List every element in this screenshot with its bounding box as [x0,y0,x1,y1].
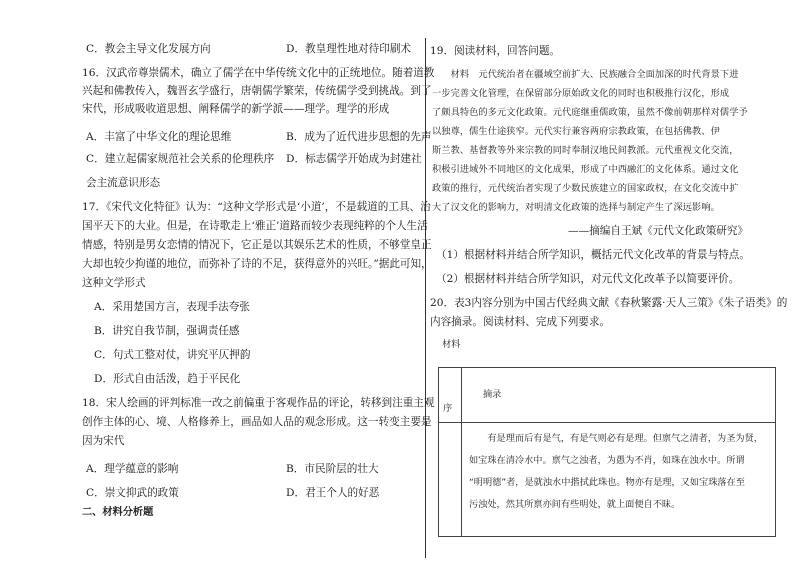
q18-option-b: B．市民阶层的壮大 [286,463,379,475]
q18-stem-line: 因为宋代 [82,435,125,447]
q16-option-d: D．标志儒学开始成为封建社 [286,153,422,165]
q19-material-line: 了颇具特色的多元文化政策。元代庭继重儒政策，虽然不像前朝那样对儒学予 [432,107,748,118]
table-row-rule [439,422,775,423]
q19-material-line: 斯兰教、基督教等外来宗教的同时奉制汉地民间教派。元代重视文化交流， [432,145,739,156]
q16-stem-line: 兴起和佛教传入，魏晋玄学盛行，唐朝儒学繁荣，传统儒学受到挑战。到了 [82,85,432,97]
q17-stem-line: 这种文学形式 [82,277,146,289]
table-row-line: 有是理而后有是气，有是气则必有是理。但禀气之清者，为圣为贤， [469,433,763,444]
q18-stem-line: 创作主体的心、境、人格修养上，画品如人品的观念形成。这一转变主要是 [82,416,432,428]
q15-option-c: C．教会主导文化发展方向 [86,43,211,55]
section-heading: 二、材料分析题 [82,507,154,518]
q19-material-line: 大了汉文化的影响力，对明清文化政策的选择与制定产生了深远影响。 [432,202,720,213]
q19-material-line: 积极引进域外不同地区的文化成果，形成了中西融汇的文化体系。通过文化 [432,164,739,175]
q18-option-c: C．崇文抑武的政策 [86,487,179,499]
q16-stem-line: 16．汉武帝尊崇儒术，确立了儒学在中华传统文化中的正统地位。随着道教 [82,67,435,79]
q19-title: 19．阅读材料，回答问题。 [430,45,561,57]
q17-stem-line: 国平天下的大业。但是，在诗歌走上‘雅正’道路而较少表现纯粹的个人生活 [82,220,428,232]
q17-option-c: C．句式工整对仗，讲究平仄押韵 [94,349,251,361]
material-label: 材料 [442,339,461,350]
q16-option-c: C．建立起儒家规范社会关系的伦理秩序 [86,153,275,165]
table-header-index: 序 [443,403,453,414]
q15-option-d: D．教皇理性地对待印刷术 [286,43,412,55]
table-row-line: 污浊处，然其所禀亦间有些明处，就上面便自不昧。 [469,499,681,510]
q16-option-b: B．成为了近代进步思想的先声 [286,131,432,143]
q17-option-b: B．讲究自我节制，强调责任感 [94,325,240,337]
table-row-line: “明明德”者，是就浊水中揩拭此珠也。物亦有是理，又如宝珠落在至 [469,477,745,488]
q16-stem-line: 宋代，形成吸收道思想、阐释儒学的新学派——理学。理学的形成 [82,103,390,115]
q19-material-line: 材料 元代统治者在疆域空前扩大、民族融合全面加深的时代背景下进 [432,69,739,80]
q19-source: ——摘编自王斌《元代文化政策研究》 [568,225,749,237]
q18-option-d: D．君王个人的好恶 [286,487,380,499]
q16-option-a: A．丰富了中华文化的理论思维 [86,131,232,143]
q19-material-line: 以独尊，儒生仕途狭窄。元代实行兼容两府宗教政策，在包括佛教、伊 [432,126,720,137]
q19-material-line: 一步完善文化管理，在保留部分原始政文化的同时也积极推行汉化，形成 [432,88,730,99]
table-row-line: 如宝珠在清冷水中。禀气之浊者，为愚为不肖，如珠在浊水中。所谓 [469,455,745,466]
column-divider [425,38,426,558]
q19-sub-question-1: （1）根据材料并结合所学知识，概括元代文化改革的背景与特点。 [436,249,750,261]
q17-stem-line: 情感，特别是男女恋情的情况下，它正是以其娱乐艺术的性质，不够堂皇正 [82,239,432,251]
q17-stem-line: 17．《宋代文化特征》认为：“这种文学形式是‘小道’，不是载道的工具、治 [82,201,431,213]
table-column-rule [461,368,462,536]
q20-stem-line: 20．表3内容分别为中国古代经典文献《春秋繁露·天人三策》《朱子语类》的 [430,297,788,309]
q18-stem-line: 18．宋人绘画的评判标准一改之前偏重于客观作品的评论，转移到注重主观 [82,397,435,409]
q19-sub-question-2: （2）根据材料并结合所学知识，对元代文化改革予以简要评价。 [436,273,740,285]
q17-option-a: A．采用楚国方言，表现手法夸张 [94,301,250,313]
q17-stem-line: 大却也较少拘谨的地位，而弥补了诗的不足，获得意外的兴旺。”据此可知， [82,258,432,270]
q17-option-d: D．形式自由活泼，趋于平民化 [94,373,241,385]
excerpt-table [438,367,776,537]
q18-option-a: A．理学蕴意的影响 [86,463,179,475]
q16-option-d-continued: 会主流意识形态 [86,177,161,189]
q19-material-line: 政策的推行，元代统治者实现了少数民族建立的国家政权，在文化交流中扩 [432,183,739,194]
table-header-excerpt: 摘录 [483,389,502,400]
q20-stem-line: 内容摘录。阅读材料、完成下列要求。 [430,316,611,328]
